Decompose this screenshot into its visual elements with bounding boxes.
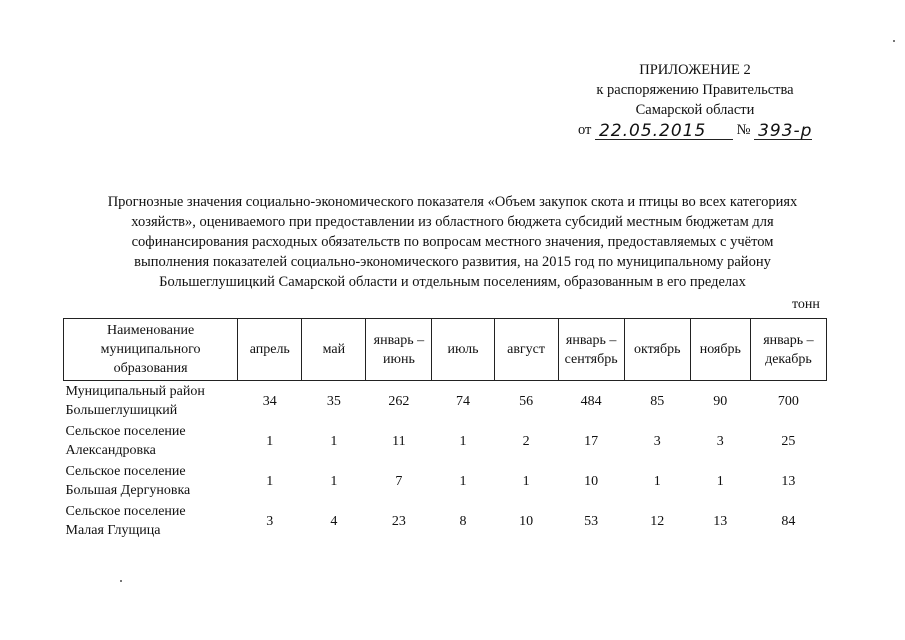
table-row — [64, 381, 827, 422]
cell: 11 — [392, 433, 406, 449]
cell: 13 — [713, 513, 728, 529]
row-name-line: Сельское поселение — [65, 504, 186, 519]
cell: 2 — [522, 433, 530, 449]
header-name — [64, 319, 238, 381]
appendix-decree: к распоряжению Правительства — [596, 82, 794, 98]
header-text: июнь — [383, 351, 415, 367]
header-text: январь – — [565, 332, 617, 348]
cell: 12 — [650, 513, 665, 529]
cell: 85 — [650, 393, 665, 409]
header-text: муниципального — [100, 342, 201, 357]
cell: 1 — [522, 473, 530, 489]
table-row — [64, 421, 827, 461]
header-jan-jun — [366, 319, 432, 381]
row-name — [64, 461, 238, 501]
scan-speck — [893, 40, 895, 42]
cell: 1 — [653, 473, 661, 489]
row-name — [64, 381, 238, 422]
appendix-title: ПРИЛОЖЕНИЕ 2 — [639, 62, 751, 78]
appendix-date-line — [575, 120, 815, 142]
row-name-line: Большая Дергуновка — [65, 483, 191, 498]
header-jan-dec — [750, 319, 826, 381]
header-may: май — [302, 319, 366, 381]
row-name-line: Александровка — [65, 443, 156, 458]
row-name-line: Муниципальный район — [65, 384, 205, 399]
cell: 1 — [266, 433, 274, 449]
date-field — [595, 122, 733, 140]
cell: 10 — [519, 513, 534, 529]
header-text: сентябрь — [564, 351, 618, 367]
date-prefix: от — [577, 122, 592, 138]
cell: 17 — [584, 433, 599, 449]
cell: 74 — [455, 393, 470, 409]
header-text: образования — [113, 361, 188, 376]
title-line: Большеглушицкий Самарской области и отдельным поселениям, образованным в его пределах — [159, 274, 746, 290]
cell: 1 — [459, 473, 467, 489]
row-name-line: Большеглушицкий — [65, 403, 178, 418]
cell: 484 — [580, 393, 602, 409]
cell: 34 — [262, 393, 277, 409]
row-name — [64, 501, 238, 541]
header-april: апрель — [238, 319, 302, 381]
header-text: Наименование — [106, 323, 195, 338]
data-table — [63, 318, 827, 541]
unit-label: тонн — [792, 297, 820, 312]
cell: 700 — [777, 393, 799, 409]
row-name-line: Сельское поселение — [65, 424, 186, 439]
appendix-region: Самарской области — [635, 102, 755, 118]
title-line: Прогнозные значения социально-экономического показателя «Объем закупок скота и птицы во всех категориях — [107, 194, 798, 210]
header-text: декабрь — [765, 351, 812, 367]
cell: 56 — [519, 393, 534, 409]
cell: 1 — [459, 433, 467, 449]
cell: 1 — [266, 473, 274, 489]
title-line: выполнения показателей социально-экономического развития, на 2015 год по муниципальному району — [134, 254, 771, 270]
cell: 3 — [716, 433, 724, 449]
title-line: софинансирования расходных обязательств по вопросам местного значения, предоставляемых с учётом — [131, 234, 774, 250]
cell: 4 — [330, 513, 338, 529]
row-name-line: Сельское поселение — [65, 464, 186, 479]
appendix-block — [575, 60, 815, 142]
cell: 84 — [781, 513, 796, 529]
header-text: январь – — [763, 332, 814, 348]
number-handwritten: 393-р — [758, 121, 813, 141]
header-jan-sep — [558, 319, 624, 381]
header-august: август — [494, 319, 558, 381]
header-text: январь – — [373, 332, 425, 348]
number-prefix: № — [736, 122, 751, 138]
header-july: июль — [432, 319, 494, 381]
cell: 7 — [395, 473, 403, 489]
table-row — [64, 461, 827, 501]
cell: 1 — [330, 473, 338, 489]
cell: 90 — [713, 393, 728, 409]
document-title — [50, 192, 855, 292]
cell: 1 — [330, 433, 338, 449]
title-line: хозяйств», оцениваемого при предоставлении из областного бюджета субсидий местным бюджетам для — [131, 214, 774, 230]
cell: 3 — [653, 433, 661, 449]
cell: 25 — [781, 433, 796, 449]
table-header-row — [64, 319, 827, 381]
cell: 13 — [781, 473, 796, 489]
cell: 53 — [584, 513, 599, 529]
cell: 10 — [584, 473, 599, 489]
cell: 23 — [391, 513, 406, 529]
row-name-line: Малая Глущица — [65, 523, 161, 538]
date-handwritten: 22.05.2015 — [598, 121, 707, 141]
cell: 8 — [459, 513, 467, 529]
header-october: октябрь — [624, 319, 690, 381]
header-november: ноябрь — [690, 319, 750, 381]
cell: 1 — [716, 473, 724, 489]
cell: 35 — [326, 393, 341, 409]
table-row — [64, 501, 827, 541]
number-field — [754, 122, 812, 140]
scan-speck — [120, 580, 122, 582]
cell: 3 — [266, 513, 274, 529]
row-name — [64, 421, 238, 461]
cell: 262 — [388, 393, 410, 409]
